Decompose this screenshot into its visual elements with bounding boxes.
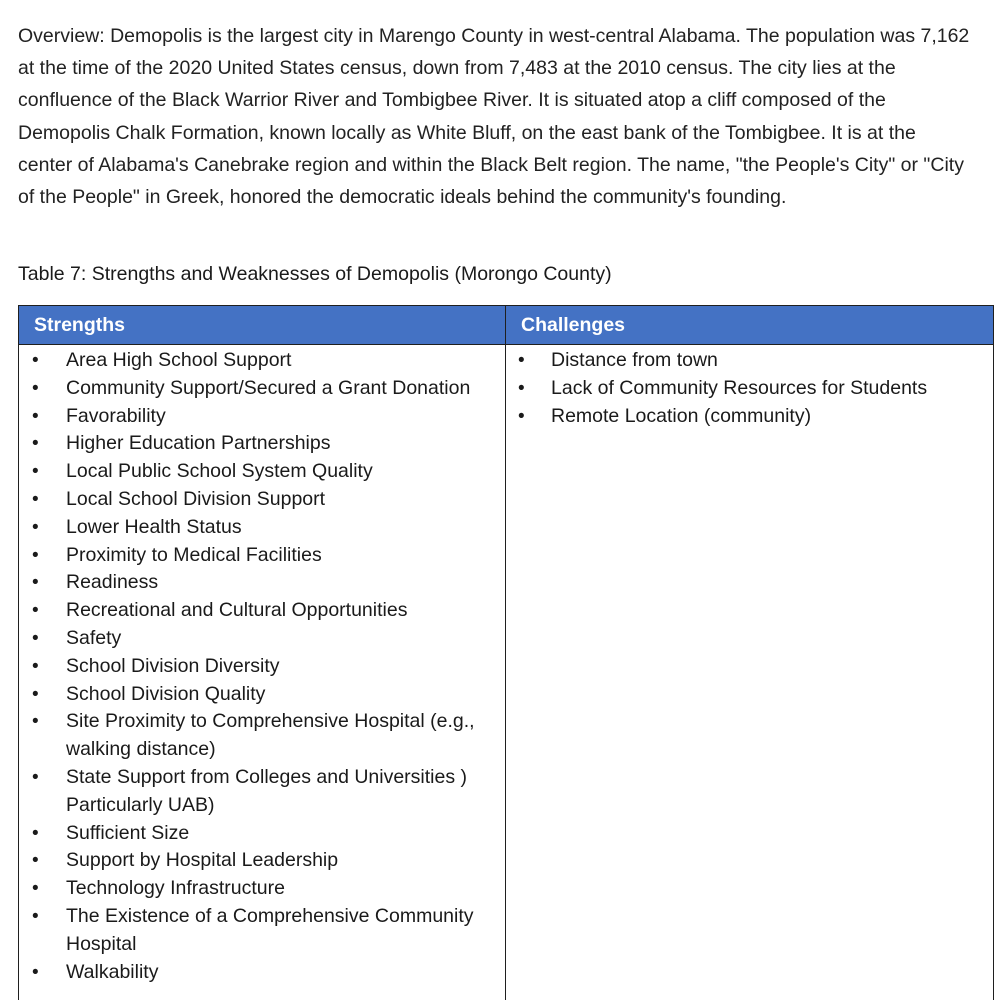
strength-item-text: Safety: [66, 626, 122, 649]
strength-item: [19, 486, 505, 514]
bullet-icon: •: [32, 850, 39, 872]
challenges-list: [518, 347, 993, 430]
strength-item-text: Support by Hospital Leadership: [66, 849, 339, 872]
strength-item-text: Area High School Support: [66, 349, 292, 371]
bullet-icon: •: [518, 350, 525, 371]
strength-item: [19, 681, 505, 709]
strength-item-text: Walkability: [66, 960, 159, 983]
bullet-icon: •: [32, 711, 39, 733]
strength-item: [19, 458, 505, 486]
bullet-icon: •: [32, 600, 39, 622]
bullet-icon: •: [32, 766, 39, 788]
bullet-icon: •: [32, 405, 39, 427]
strength-item: [19, 847, 505, 875]
strength-item: [19, 430, 505, 458]
bullet-icon: •: [32, 655, 39, 677]
challenge-item-text: Remote Location (community): [551, 404, 812, 427]
strength-item: [19, 597, 505, 625]
bullet-icon: •: [32, 822, 39, 844]
overview-paragraph: Overview: Demopolis is the largest city in Marengo County in west-central Alabama. The population was 7,162 at the time of the 2020 United States census, down from 7,483 at the 2010 census. The city lies at the confluence of the Black Warrior River and Tombigbee River. It is situated atop a cliff composed of the Demopolis Chalk Formation, known locally as White Bluff, on the east bank of the Tombigbee. It is at the center of Alabama's Canebrake region and within the Black Belt region. The name, "the People's City" or "City of the People" in Greek, honored the democratic ideals behind the community's founding.: [18, 25, 970, 209]
strength-item: [19, 820, 505, 848]
challenge-item: [518, 375, 993, 403]
strength-item: [19, 903, 505, 959]
bullet-icon: •: [32, 544, 39, 566]
strength-item-text: Favorability: [66, 404, 166, 427]
strength-item: [19, 542, 505, 570]
strengths-challenges-table: [18, 305, 994, 1000]
strength-item: [19, 653, 505, 681]
bullet-icon: •: [32, 961, 39, 983]
challenge-item: [518, 403, 993, 431]
strength-item-text: Sufficient Size: [66, 821, 190, 844]
strength-item-text: Local School Division Support: [66, 487, 326, 510]
strengths-cell: [19, 345, 506, 1000]
strength-item-text: Local Public School System Quality: [66, 460, 373, 483]
strength-item: [19, 347, 505, 375]
strength-item: [19, 625, 505, 653]
challenge-item: [518, 347, 993, 375]
strength-item-text: Recreational and Cultural Opportunities: [66, 599, 408, 622]
strength-item: [19, 569, 505, 597]
bullet-icon: •: [32, 627, 39, 649]
strengths-header: Strengths: [19, 306, 506, 345]
strength-item-text: Higher Education Partnerships: [66, 432, 331, 455]
strength-item-text: Technology Infrastructure: [66, 877, 285, 900]
bullet-icon: •: [32, 683, 39, 705]
strength-item-text: Lower Health Status: [66, 515, 242, 538]
bullet-icon: •: [518, 405, 525, 427]
strengths-list: [19, 347, 505, 986]
strength-item: [19, 875, 505, 903]
strength-item: [19, 375, 505, 403]
table-body-row: [19, 345, 994, 1000]
strength-item: [19, 514, 505, 542]
bullet-icon: •: [32, 516, 39, 538]
bullet-icon: •: [32, 878, 39, 900]
strength-item: [19, 764, 505, 820]
table-caption: Table 7: Strengths and Weaknesses of Demopolis (Morongo County): [18, 263, 612, 285]
challenges-header: Challenges: [506, 306, 994, 345]
bullet-icon: •: [32, 572, 39, 594]
bullet-icon: •: [32, 905, 39, 927]
strength-item-text: Community Support/Secured a Grant Donation: [66, 376, 471, 399]
challenges-cell: [506, 345, 994, 1000]
challenge-item-text: Distance from town: [551, 349, 718, 371]
strength-item: [19, 708, 505, 764]
bullet-icon: •: [32, 461, 39, 483]
bullet-icon: •: [32, 433, 39, 455]
challenge-item-text: Lack of Community Resources for Students: [551, 376, 928, 399]
bullet-icon: •: [518, 377, 525, 399]
table-header-row: [19, 306, 994, 345]
strength-item: [19, 959, 505, 987]
strength-item-text: State Support from Colleges and Universities ) Particularly UAB): [66, 765, 468, 816]
strength-item-text: Proximity to Medical Facilities: [66, 543, 322, 566]
strength-item-text: School Division Diversity: [66, 654, 280, 677]
bullet-icon: •: [32, 488, 39, 510]
strength-item-text: The Existence of a Comprehensive Community Hospital: [66, 904, 474, 955]
bullet-icon: •: [32, 350, 39, 371]
strength-item-text: Site Proximity to Comprehensive Hospital (e.g., walking distance): [66, 710, 475, 761]
strength-item: [19, 403, 505, 431]
strength-item-text: School Division Quality: [66, 682, 266, 705]
bullet-icon: •: [32, 377, 39, 399]
strength-item-text: Readiness: [66, 571, 159, 594]
